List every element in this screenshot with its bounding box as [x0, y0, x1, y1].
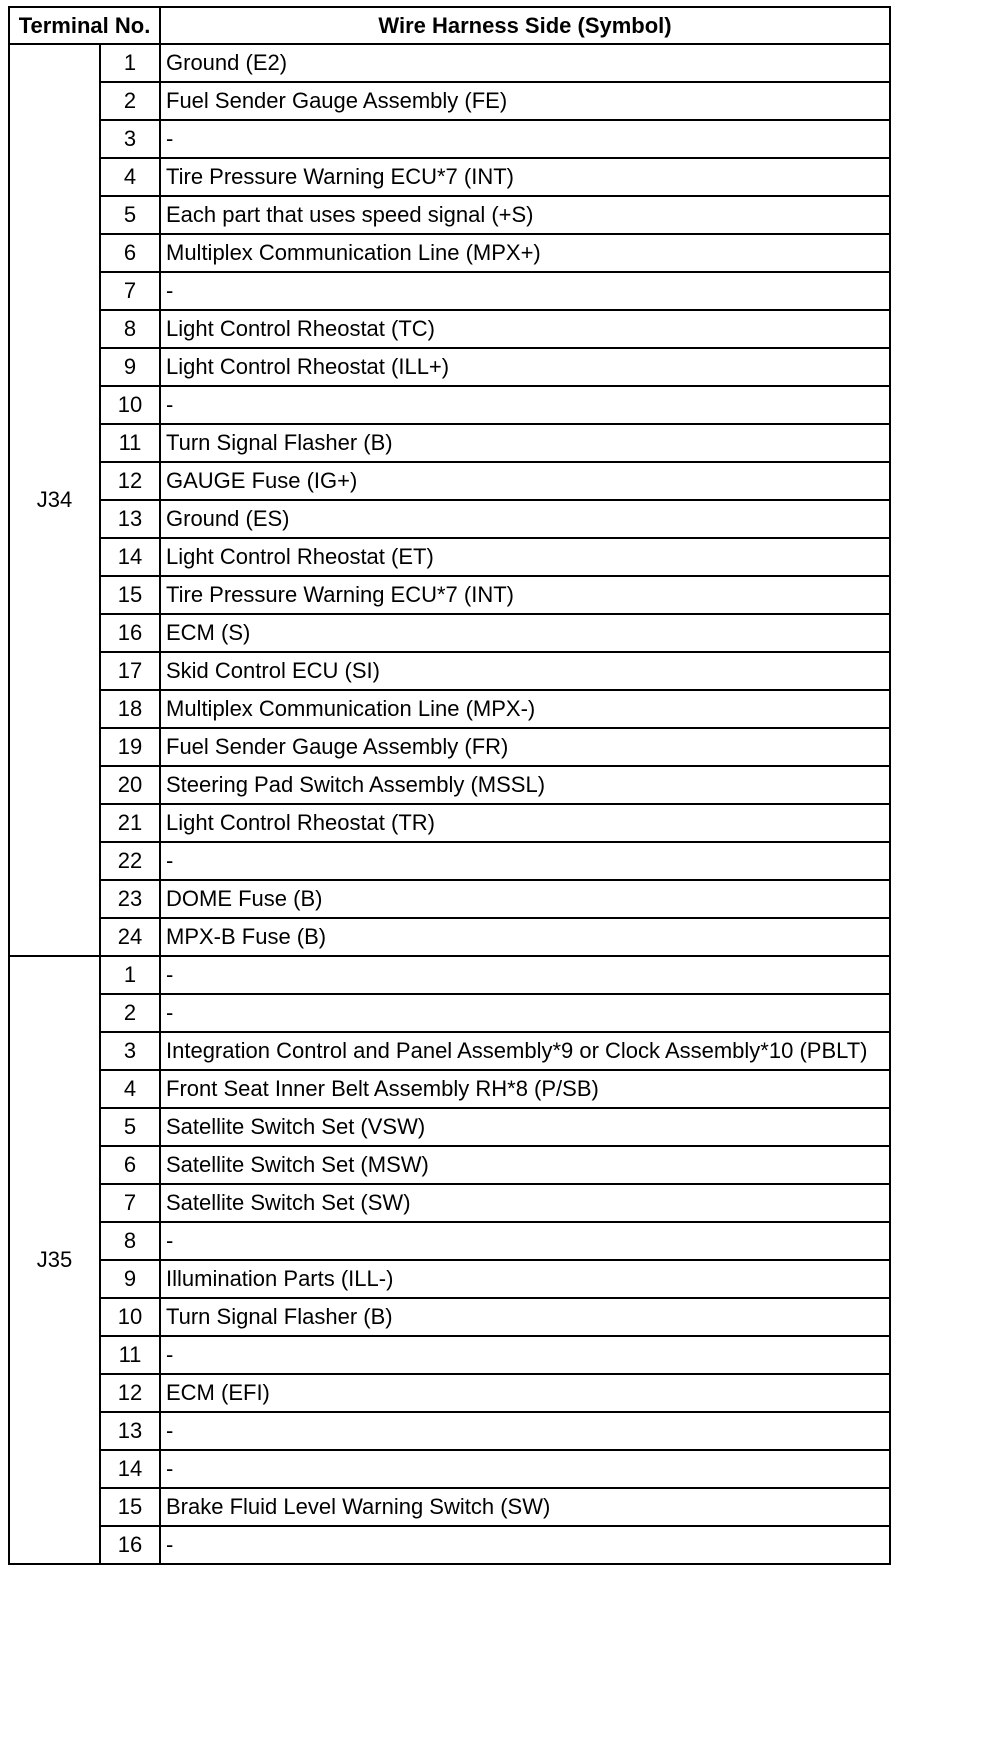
terminal-number-cell: 21 — [100, 804, 160, 842]
terminal-no-header: Terminal No. — [9, 7, 160, 44]
terminal-number-cell: 6 — [100, 1146, 160, 1184]
table-row — [9, 1526, 890, 1564]
table-row — [9, 1070, 890, 1108]
wire-harness-side-cell: Ground (E2) — [160, 44, 890, 82]
table-row — [9, 1412, 890, 1450]
table-row — [9, 1450, 890, 1488]
table-row — [9, 918, 890, 956]
connector-label: J35 — [9, 956, 100, 1564]
wire-harness-side-cell: Skid Control ECU (SI) — [160, 652, 890, 690]
wire-harness-side-cell: DOME Fuse (B) — [160, 880, 890, 918]
terminal-number-cell: 8 — [100, 310, 160, 348]
wire-harness-side-cell: Fuel Sender Gauge Assembly (FR) — [160, 728, 890, 766]
terminal-number-cell: 9 — [100, 1260, 160, 1298]
wire-harness-side-cell: Illumination Parts (ILL-) — [160, 1260, 890, 1298]
wire-harness-side-cell: - — [160, 1412, 890, 1450]
wire-harness-side-cell: Fuel Sender Gauge Assembly (FE) — [160, 82, 890, 120]
wire-harness-side-cell: Satellite Switch Set (SW) — [160, 1184, 890, 1222]
terminal-number-cell: 16 — [100, 1526, 160, 1564]
table-row — [9, 880, 890, 918]
terminal-number-cell: 6 — [100, 234, 160, 272]
table-row — [9, 82, 890, 120]
table-row — [9, 576, 890, 614]
terminal-number-cell: 22 — [100, 842, 160, 880]
wire-harness-side-cell: Integration Control and Panel Assembly*9 or Clock Assembly*10 (PBLT) — [160, 1032, 890, 1070]
table-row — [9, 994, 890, 1032]
terminal-number-cell: 20 — [100, 766, 160, 804]
wire-harness-side-cell: - — [160, 386, 890, 424]
terminal-number-cell: 17 — [100, 652, 160, 690]
table-row — [9, 1298, 890, 1336]
table-row — [9, 310, 890, 348]
terminal-number-cell: 3 — [100, 120, 160, 158]
wire-harness-side-cell: - — [160, 120, 890, 158]
table-row — [9, 1108, 890, 1146]
table-row — [9, 234, 890, 272]
table-row — [9, 690, 890, 728]
wire-harness-side-cell: - — [160, 1526, 890, 1564]
wire-harness-side-cell: Brake Fluid Level Warning Switch (SW) — [160, 1488, 890, 1526]
terminal-number-cell: 15 — [100, 1488, 160, 1526]
table-row — [9, 348, 890, 386]
terminal-number-cell: 4 — [100, 1070, 160, 1108]
wire-harness-side-cell: Ground (ES) — [160, 500, 890, 538]
wire-harness-side-cell: Each part that uses speed signal (+S) — [160, 196, 890, 234]
table-row — [9, 272, 890, 310]
terminal-number-cell: 14 — [100, 1450, 160, 1488]
wire-harness-side-cell: Turn Signal Flasher (B) — [160, 1298, 890, 1336]
terminal-number-cell: 9 — [100, 348, 160, 386]
table-row — [9, 842, 890, 880]
table-row — [9, 462, 890, 500]
terminal-number-cell: 11 — [100, 1336, 160, 1374]
terminal-number-cell: 14 — [100, 538, 160, 576]
wire-harness-side-cell: - — [160, 956, 890, 994]
terminal-number-cell: 12 — [100, 462, 160, 500]
header-row — [9, 7, 890, 44]
terminal-number-cell: 18 — [100, 690, 160, 728]
terminal-number-cell: 23 — [100, 880, 160, 918]
terminal-number-cell: 2 — [100, 994, 160, 1032]
terminal-number-cell: 7 — [100, 1184, 160, 1222]
terminal-number-cell: 2 — [100, 82, 160, 120]
wire-harness-side-cell: ECM (EFI) — [160, 1374, 890, 1412]
terminal-number-cell: 3 — [100, 1032, 160, 1070]
table-row — [9, 44, 890, 82]
wire-harness-side-cell: ECM (S) — [160, 614, 890, 652]
wire-harness-side-cell: Light Control Rheostat (ILL+) — [160, 348, 890, 386]
wire-harness-side-cell: Steering Pad Switch Assembly (MSSL) — [160, 766, 890, 804]
wire-harness-side-cell: Light Control Rheostat (TC) — [160, 310, 890, 348]
table-row — [9, 1260, 890, 1298]
wire-harness-side-cell: - — [160, 1450, 890, 1488]
table-body — [9, 44, 890, 1564]
table-row — [9, 614, 890, 652]
wire-harness-side-cell: - — [160, 1222, 890, 1260]
table-row — [9, 196, 890, 234]
terminal-number-cell: 16 — [100, 614, 160, 652]
terminal-number-cell: 4 — [100, 158, 160, 196]
table-row — [9, 804, 890, 842]
table-row — [9, 1032, 890, 1070]
terminal-table — [8, 6, 891, 1565]
wire-harness-side-cell: Multiplex Communication Line (MPX+) — [160, 234, 890, 272]
wire-harness-side-cell: MPX-B Fuse (B) — [160, 918, 890, 956]
table-row — [9, 424, 890, 462]
wire-harness-side-cell: Light Control Rheostat (ET) — [160, 538, 890, 576]
wire-harness-side-cell: - — [160, 1336, 890, 1374]
wire-harness-side-cell: Tire Pressure Warning ECU*7 (INT) — [160, 158, 890, 196]
table-row — [9, 1146, 890, 1184]
terminal-number-cell: 5 — [100, 196, 160, 234]
wire-harness-side-cell: - — [160, 842, 890, 880]
terminal-number-cell: 12 — [100, 1374, 160, 1412]
terminal-number-cell: 8 — [100, 1222, 160, 1260]
table-row — [9, 1184, 890, 1222]
wire-harness-side-cell: - — [160, 272, 890, 310]
wire-harness-side-header: Wire Harness Side (Symbol) — [160, 7, 890, 44]
table-row — [9, 728, 890, 766]
wire-harness-side-cell: Front Seat Inner Belt Assembly RH*8 (P/SB) — [160, 1070, 890, 1108]
terminal-number-cell: 7 — [100, 272, 160, 310]
table-row — [9, 1222, 890, 1260]
wire-harness-side-cell: Satellite Switch Set (VSW) — [160, 1108, 890, 1146]
terminal-number-cell: 24 — [100, 918, 160, 956]
terminal-number-cell: 10 — [100, 1298, 160, 1336]
table-row — [9, 1336, 890, 1374]
table-row — [9, 120, 890, 158]
table-row — [9, 500, 890, 538]
terminal-number-cell: 15 — [100, 576, 160, 614]
table-row — [9, 652, 890, 690]
terminal-number-cell: 1 — [100, 44, 160, 82]
terminal-number-cell: 1 — [100, 956, 160, 994]
terminal-number-cell: 13 — [100, 1412, 160, 1450]
terminal-number-cell: 5 — [100, 1108, 160, 1146]
terminal-number-cell: 11 — [100, 424, 160, 462]
table-row — [9, 538, 890, 576]
terminal-number-cell: 19 — [100, 728, 160, 766]
terminal-number-cell: 10 — [100, 386, 160, 424]
table-row — [9, 1374, 890, 1412]
wire-harness-side-cell: Turn Signal Flasher (B) — [160, 424, 890, 462]
wire-harness-side-cell: Multiplex Communication Line (MPX-) — [160, 690, 890, 728]
table-row — [9, 158, 890, 196]
connector-label: J34 — [9, 44, 100, 956]
table-row — [9, 1488, 890, 1526]
table-row — [9, 956, 890, 994]
wire-harness-side-cell: GAUGE Fuse (IG+) — [160, 462, 890, 500]
terminal-number-cell: 13 — [100, 500, 160, 538]
wire-harness-side-cell: Tire Pressure Warning ECU*7 (INT) — [160, 576, 890, 614]
table-row — [9, 766, 890, 804]
table-row — [9, 386, 890, 424]
wire-harness-side-cell: - — [160, 994, 890, 1032]
wire-harness-side-cell: Light Control Rheostat (TR) — [160, 804, 890, 842]
wire-harness-side-cell: Satellite Switch Set (MSW) — [160, 1146, 890, 1184]
